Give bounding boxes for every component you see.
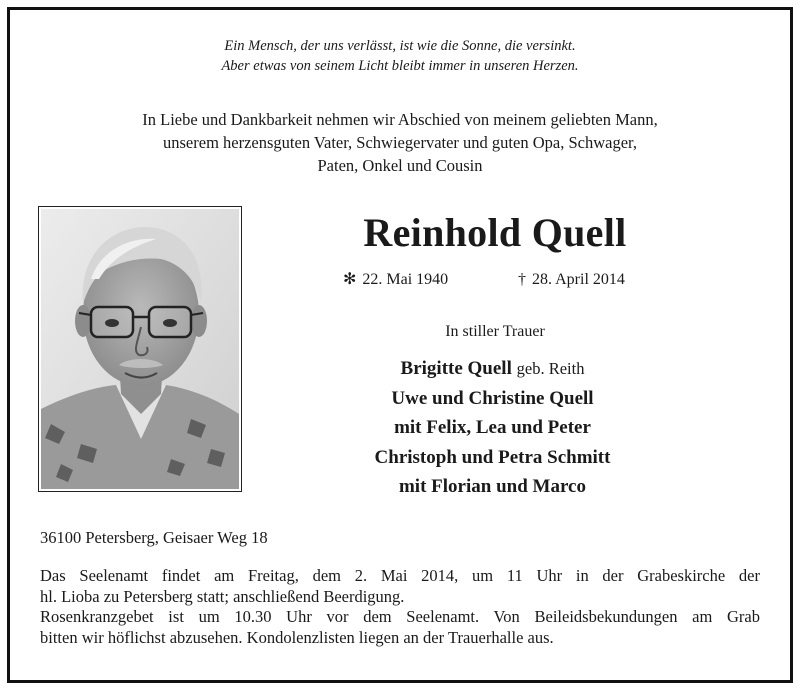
death-date-line [518, 270, 625, 290]
mourning-intro: In stiller Trauer [445, 323, 545, 340]
motto-line-2: Aber etwas von seinem Licht bleibt immer in unseren Herzen. [221, 58, 579, 74]
service-details [40, 566, 760, 648]
portrait-image [41, 209, 239, 489]
service-line-3: Rosenkranzgebet ist um 10.30 Uhr vor dem Seelenamt. Von Beileidsbekundungen am Grab [40, 607, 760, 626]
mourners-list [300, 354, 685, 502]
mourner-line-3: mit Felix, Lea und Peter [394, 417, 591, 438]
deceased-name: Reinhold Quell [363, 210, 627, 255]
mourner-name-wife: Brigitte Quell [400, 358, 512, 379]
birth-date: 22. Mai 1940 [362, 271, 449, 288]
birth-date-line [343, 270, 448, 290]
portrait-photo [38, 206, 242, 492]
service-line-2: hl. Lioba zu Petersberg statt; anschließend Beerdigung. [40, 586, 405, 606]
family-address: 36100 Petersberg, Geisaer Weg 18 [40, 528, 268, 547]
mourner-maiden-name: geb. Reith [516, 359, 585, 378]
service-line-4: bitten wir höflichst abzusehen. Kondolenzlisten liegen an der Trauerhalle aus. [40, 627, 554, 647]
death-date: 28. April 2014 [532, 271, 625, 288]
mourner-line-5: mit Florian und Marco [398, 476, 586, 497]
intro-line-3: Paten, Onkel und Cousin [317, 156, 483, 175]
mourner-line-1 [300, 354, 685, 384]
mourner-line-4: Christoph und Petra Schmitt [374, 446, 611, 468]
intro-line-1: In Liebe und Dankbarkeit nehmen wir Abschied von meinem geliebten Mann, [142, 110, 658, 129]
motto-line-1: Ein Mensch, der uns verlässt, ist wie die Sonne, die versinkt. [224, 38, 576, 54]
service-line-1: Das Seelenamt findet am Freitag, dem 2. Mai 2014, um 11 Uhr in der Grabeskirche der [40, 566, 760, 585]
birth-star-icon: ✻ [343, 271, 357, 288]
death-cross-icon: † [518, 271, 526, 288]
intro-line-2: unserem herzensguten Vater, Schwiegervater und guten Opa, Schwager, [163, 133, 637, 152]
mourner-line-2: Uwe und Christine Quell [391, 387, 594, 409]
